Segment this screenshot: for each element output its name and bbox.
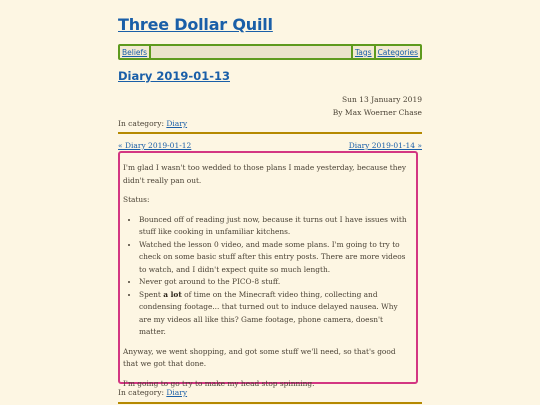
category-link-top[interactable]: Diary: [166, 119, 188, 128]
post-content: [118, 151, 418, 388]
status-item-emphasis: a lot: [163, 289, 182, 299]
post-author: By Max Woerner Chase: [332, 108, 422, 117]
shopping-paragraph: Anyway, we went shopping, and got some stuff we'll need, so that's good that we got that done.: [123, 346, 396, 368]
category-label: In category:: [118, 388, 164, 397]
status-item: [139, 289, 412, 339]
divider-top: [118, 132, 422, 134]
nav-link-beliefs[interactable]: Beliefs: [122, 47, 148, 57]
status-item: • Watched the lesson 0 video, and made some plans. I'm going to try to check on some basic stuff after this entry posts. There are more videos to watch, and I didn't expect quite so much length.: [139, 239, 412, 277]
post-category-bottom: [118, 388, 187, 397]
category-link-bottom[interactable]: Diary: [166, 388, 188, 397]
nav-bar: [118, 44, 422, 60]
next-post-link[interactable]: Diary 2019-01-14 »: [348, 141, 422, 150]
status-item-suffix: of time on the Minecraft video thing, collecting and condensing footage... that turned out to induce delayed nausea. Why are my videos all like this? Game footage, phone camera, doesn't matter.: [139, 289, 398, 336]
status-item-prefix: Spent: [139, 289, 164, 299]
status-label: Status:: [123, 195, 150, 204]
nav-spacer: [149, 46, 353, 58]
post-date: Sun 13 January 2019: [341, 95, 422, 104]
status-item: • Never got around to the PICO-8 stuff.: [139, 276, 412, 289]
post-title-link[interactable]: Diary 2019-01-13: [118, 69, 230, 83]
prev-post-link[interactable]: « Diary 2019-01-12: [118, 141, 192, 150]
site-title-link[interactable]: Three Dollar Quill: [118, 15, 273, 34]
status-list: [123, 214, 412, 339]
divider-bottom: [118, 402, 422, 404]
status-item: • Bounced off of reading just now, because it turns out I have issues with stuff like cooking in unfamiliar kitchens.: [139, 214, 412, 239]
closing-paragraph: I'm going to go try to make my head stop spinning.: [123, 378, 315, 388]
intro-paragraph: I'm glad I wasn't too wedded to those plans I made yesterday, because they didn't really pan out.: [123, 163, 407, 185]
nav-link-tags[interactable]: Tags: [354, 47, 372, 57]
category-label: In category:: [118, 119, 164, 128]
nav-link-categories[interactable]: Categories: [377, 47, 418, 57]
post-category-top: [118, 119, 187, 128]
